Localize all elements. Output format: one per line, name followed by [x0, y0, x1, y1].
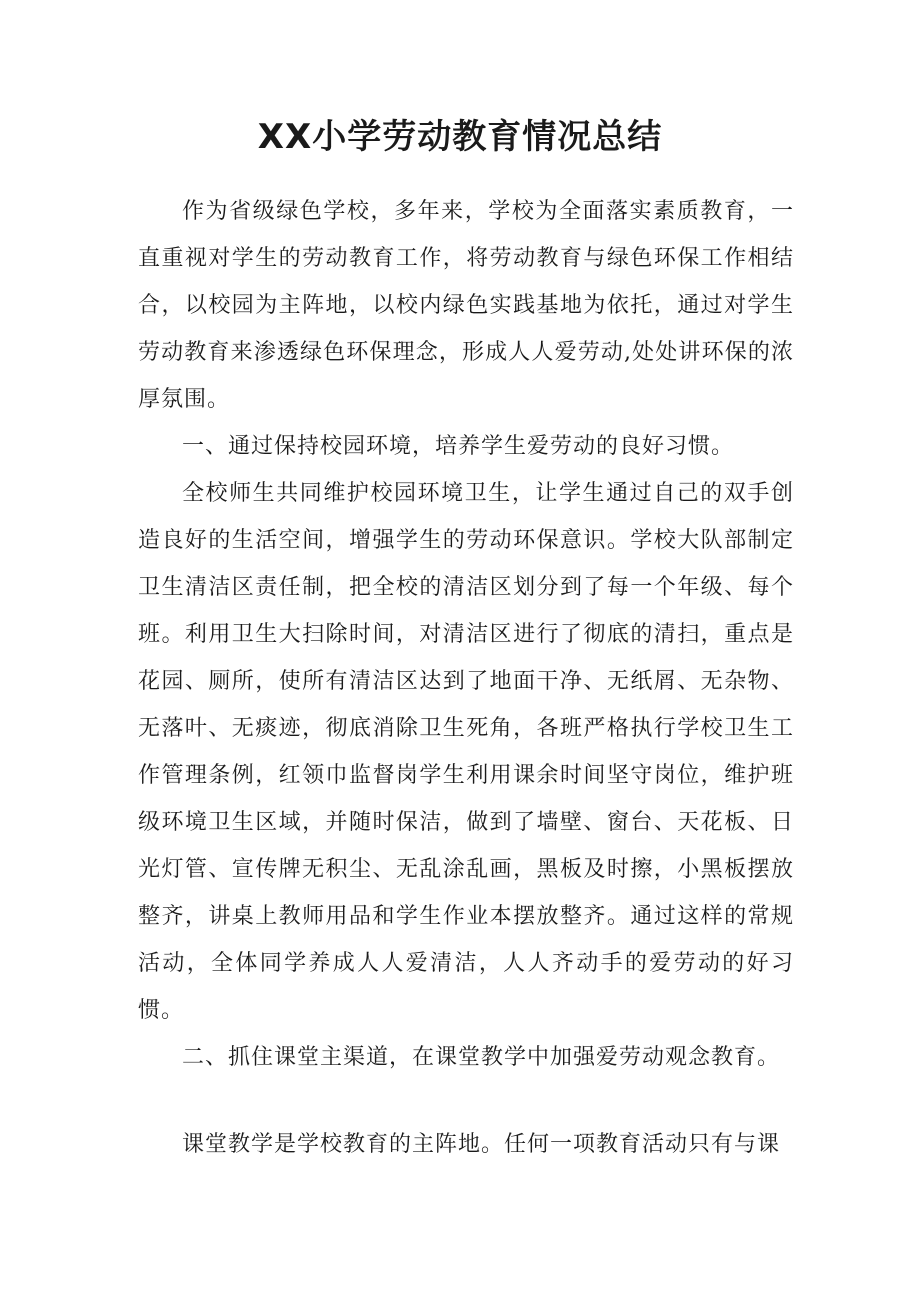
section-heading-1: 一、通过保持校园环境，培养学生爱劳动的良好习惯。 — [182, 434, 735, 459]
document-body — [138, 188, 794, 1168]
paragraph-section-1: 全校师生共同维护校园环境卫生，让学生通过自己的双手创造良好的生活空间，增强学生的劳动环保意识。学校大队部制定卫生清洁区责任制，把全校的清洁区划分到了每一个年级、每个班。利用卫生大扫除时间，对清洁区进行了彻底的清扫，重点是花园、厕所，使所有清洁区达到了地面干净、无纸屑、无杂物、无落叶、无痰迹，彻底消除卫生死角，各班严格执行学校卫生工作管理条例，红领巾监督岗学生利用课余时间坚守岗位，维护班级环境卫生区域，并随时保洁，做到了墙壁、窗台、天花板、日光灯管、宣传牌无积尘、无乱涂乱画，黑板及时擦，小黑板摆放整齐，讲桌上教师用品和学生作业本摆放整齐。通过这样的常规活动，全体同学养成人人爱清洁，人人齐动手的爱劳动的好习惯。 — [138, 481, 794, 1023]
section-heading-2: 二、抓住课堂主渠道，在课堂教学中加强爱劳动观念教育。 — [182, 1045, 781, 1070]
document-title: XX小学劳动教育情况总结 — [257, 117, 663, 157]
paragraph-intro: 作为省级绿色学校，多年来，学校为全面落实素质教育，一直重视对学生的劳动教育工作，将劳动教育与绿色环保工作相结合，以校园为主阵地，以校内绿色实践基地为依托，通过对学生劳动教育来渗透绿色环保理念，形成人人爱劳动,处处讲环保的浓厚氛围。 — [138, 199, 794, 412]
paragraph-section-2: 课堂教学是学校教育的主阵地。任何一项教育活动只有与课 — [182, 1132, 781, 1157]
